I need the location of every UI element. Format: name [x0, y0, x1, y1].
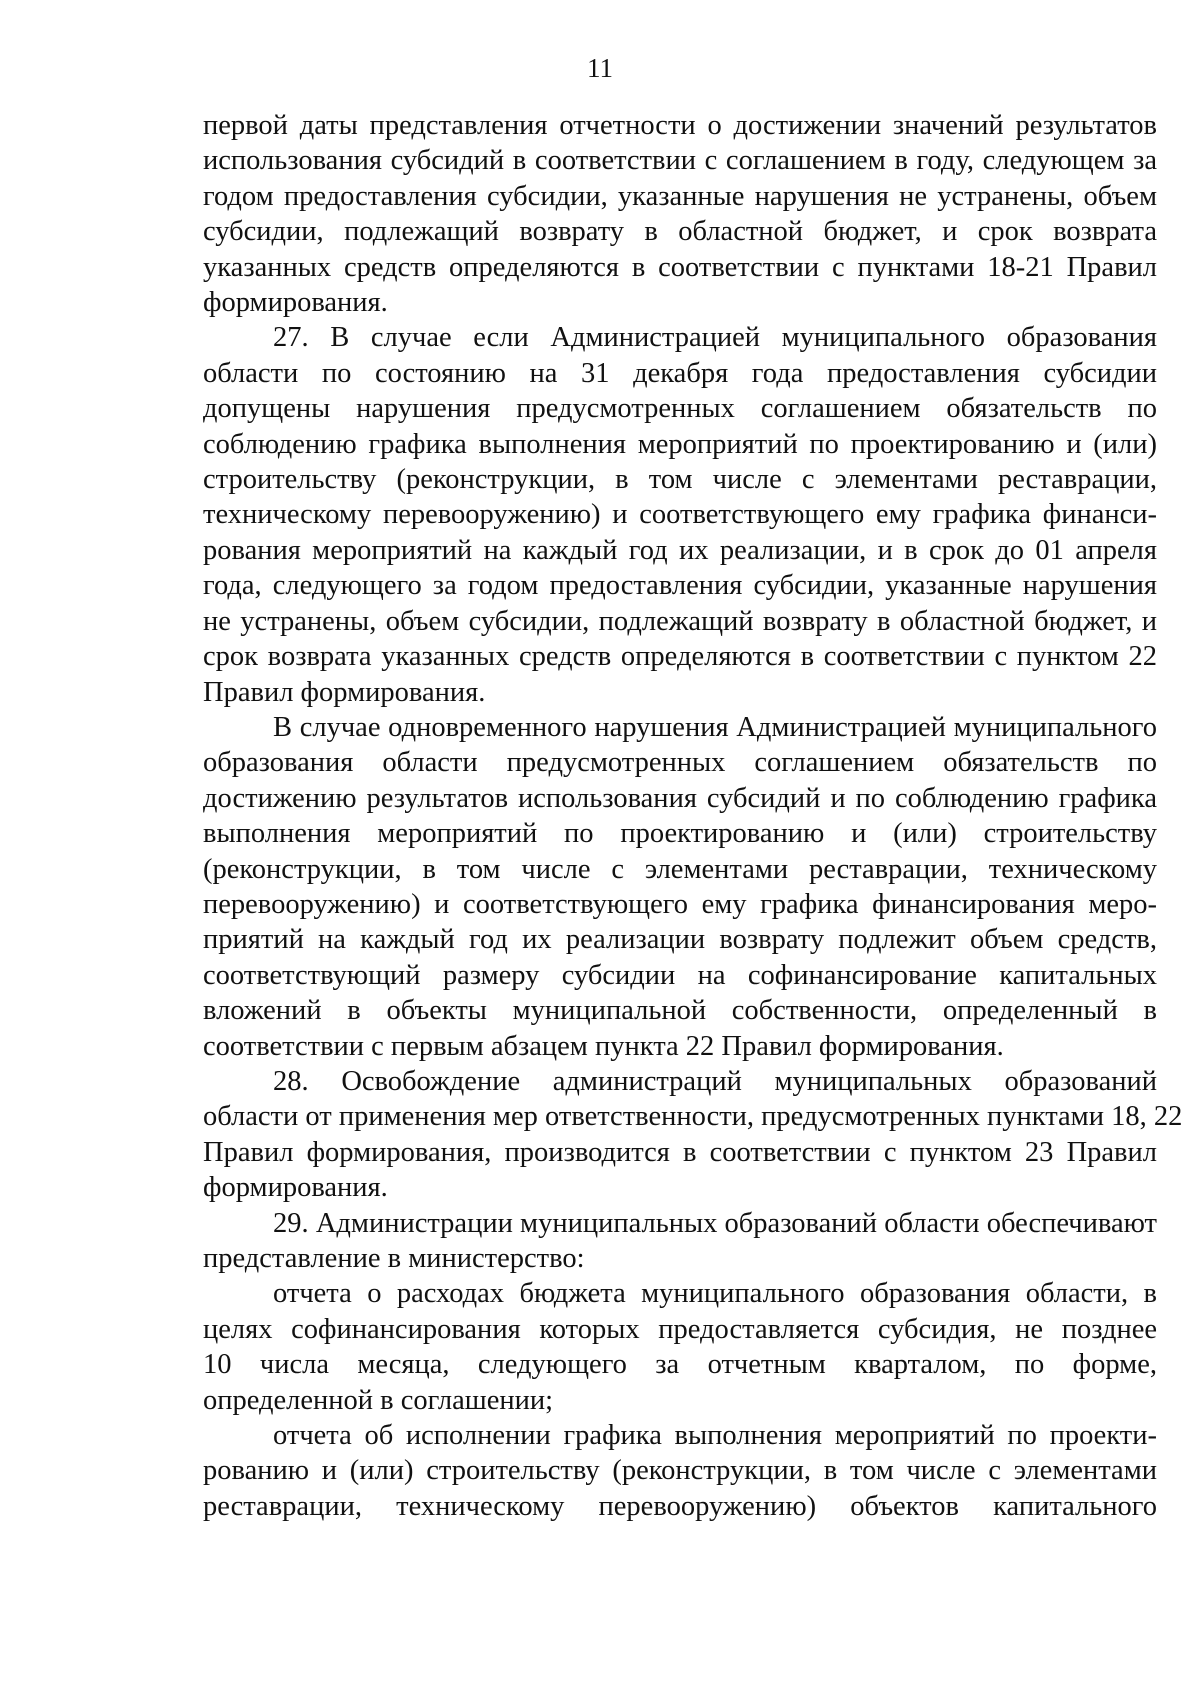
- text-line: приятий на каждый год их реализации возврату подлежит объем средств,: [203, 924, 1157, 956]
- page-number: 11: [587, 53, 613, 83]
- text-line: техническому перевооружению) и соответствующего ему графика финанси-: [203, 499, 1157, 531]
- text-line: определенной в соглашении;: [203, 1384, 554, 1416]
- text-line: рования мероприятий на каждый год их реализации, и в срок до 01 апреля: [203, 534, 1157, 566]
- text-line: соответствии с первым абзацем пункта 22 Правил формирования.: [203, 1030, 1004, 1062]
- text-line: не устранены, объем субсидии, подлежащий возврату в областной бюджет, и: [203, 605, 1157, 637]
- text-line: отчета о расходах бюджета муниципального образования области, в: [273, 1278, 1157, 1310]
- text-line: 10 числа месяца, следующего за отчетным кварталом, по форме,: [203, 1349, 1157, 1381]
- text-line: срок возврата указанных средств определяются в соответствии с пунктом 22: [203, 641, 1157, 673]
- text-line: 28. Освобождение администраций муниципальных образований: [273, 1065, 1157, 1097]
- text-line: 27. В случае если Администрацией муниципального образования: [273, 322, 1157, 354]
- text-line: достижению результатов использования субсидий и по соблюдению графика: [203, 782, 1157, 814]
- text-line: отчета об исполнении графика выполнения мероприятий по проекти-: [273, 1420, 1157, 1452]
- text-line: указанных средств определяются в соответствии с пунктами 18-21 Правил: [203, 251, 1157, 283]
- paragraph: [203, 710, 1157, 1064]
- text-line: области по состоянию на 31 декабря года предоставления субсидии: [203, 357, 1157, 389]
- text-line: области от применения мер ответственности, предусмотренных пунктами 18, 22: [203, 1101, 1183, 1133]
- text-line: строительству (реконструкции, в том числе с элементами реставрации,: [203, 464, 1157, 496]
- text-line: соблюдению графика выполнения мероприятий по проектированию и (или): [203, 428, 1157, 460]
- paragraph: [203, 320, 1157, 709]
- text-line: рованию и (или) строительству (реконструкции, в том числе с элементами: [203, 1455, 1157, 1487]
- text-line: допущены нарушения предусмотренных соглашением обязательств по: [203, 393, 1157, 425]
- text-line: образования области предусмотренных соглашением обязательств по: [203, 747, 1157, 779]
- paragraph: [203, 1418, 1157, 1524]
- text-line: целях софинансирования которых предоставляется субсидия, не позднее: [203, 1313, 1157, 1345]
- text-line: (реконструкции, в том числе с элементами реставрации, техническому: [203, 853, 1157, 885]
- paragraph: [203, 1276, 1157, 1418]
- text-line: выполнения мероприятий по проектированию и (или) строительству: [203, 818, 1157, 850]
- text-line: использования субсидий в соответствии с соглашением в году, следующем за: [203, 145, 1157, 177]
- text-line: года, следующего за годом предоставления субсидии, указанные нарушения: [203, 570, 1157, 602]
- text-line: формирования.: [203, 1172, 388, 1204]
- paragraph: [203, 108, 1157, 320]
- document-body: [203, 108, 1183, 1524]
- paragraph: [203, 1206, 1157, 1277]
- text-line: В случае одновременного нарушения Администрацией муниципального: [273, 711, 1157, 743]
- text-line: субсидии, подлежащий возврату в областной бюджет, и срок возврата: [203, 216, 1157, 248]
- text-line: первой даты представления отчетности о достижении значений результатов: [203, 110, 1157, 141]
- text-line: вложений в объекты муниципальной собственности, определенный в: [203, 995, 1157, 1027]
- text-line: реставрации, техническому перевооружению) объектов капитального: [203, 1490, 1157, 1522]
- paragraph: [203, 1064, 1183, 1206]
- text-line: формирования.: [203, 287, 388, 319]
- text-line: Правил формирования, производится в соответствии с пунктом 23 Правил: [203, 1136, 1157, 1168]
- text-line: представление в министерство:: [203, 1243, 585, 1274]
- text-line: 29. Администрации муниципальных образований области обеспечивают: [273, 1207, 1157, 1239]
- text-line: соответствующий размеру субсидии на софинансирование капитальных: [203, 959, 1157, 991]
- text-line: перевооружению) и соответствующего ему графика финансирования меро-: [203, 888, 1157, 920]
- text-line: Правил формирования.: [203, 676, 486, 708]
- text-line: годом предоставления субсидии, указанные нарушения не устранены, объем: [203, 180, 1157, 212]
